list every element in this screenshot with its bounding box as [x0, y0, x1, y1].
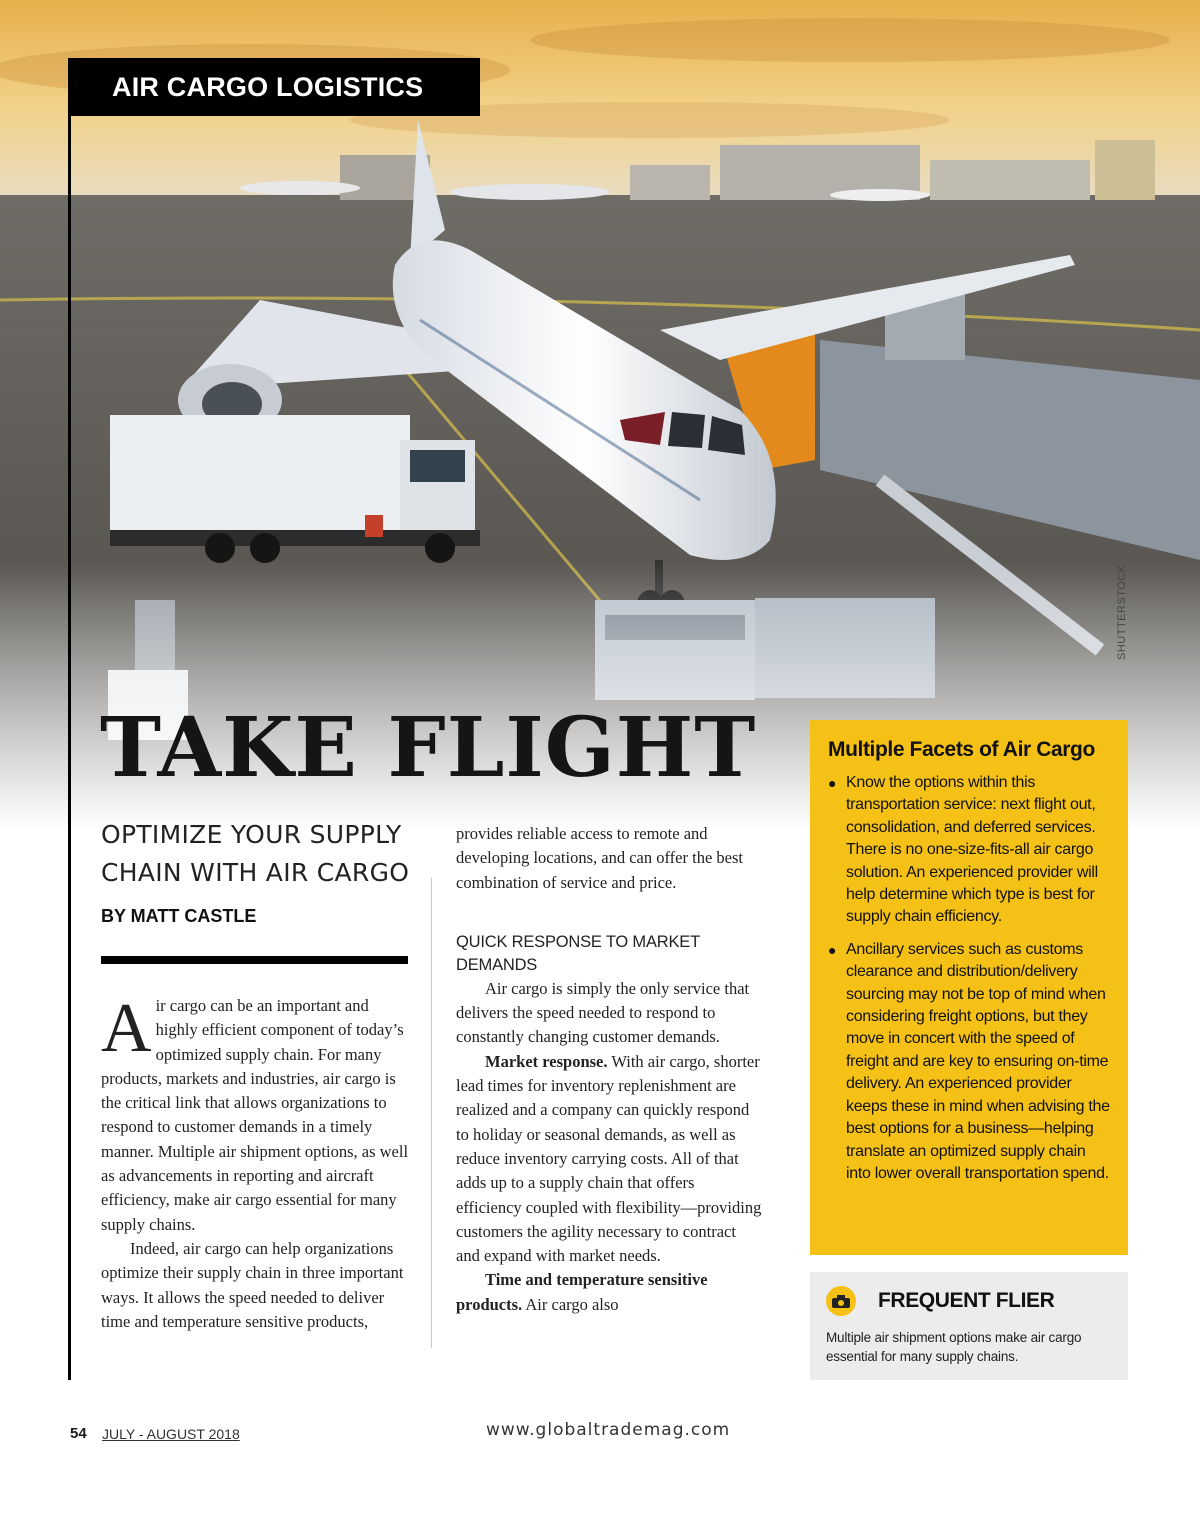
- bullet-icon: ●: [828, 775, 837, 791]
- sidebar-title: Multiple Facets of Air Cargo: [828, 738, 1095, 761]
- paragraph-text: Air cargo also: [522, 1294, 619, 1314]
- photo-credit: SHUTTERSTOCK: [1116, 564, 1128, 660]
- article-column-1: [101, 990, 413, 1334]
- paragraph-text: With air cargo, shorter lead times for inventory replenishment are realized and a company can quickly respond to holiday or seasonal demands, as well as reduce inventory carrying costs. All of that adds up to a supply chain that offers efficiency coupled with flexibility—providing customers the agility necessary to contract and expand with market needs.: [456, 1051, 762, 1266]
- paragraph: [456, 1268, 762, 1317]
- issue-date: JULY - AUGUST 2018: [102, 1426, 240, 1442]
- run-in-head: Market response.: [485, 1051, 608, 1071]
- section-subhead: QUICK RESPONSE TO MARKET DEMANDS: [456, 932, 700, 974]
- left-vertical-rule: [68, 58, 71, 1380]
- article-title: TAKE FLIGHT: [100, 700, 757, 796]
- article-subtitle: OPTIMIZE YOUR SUPPLY CHAIN WITH AIR CARGO: [101, 820, 410, 887]
- paragraph: Indeed, air cargo can help organizations optimize their supply chain in three important ways. It allows the speed needed to deliver time and temperature sensitive products,: [101, 1238, 404, 1331]
- paragraph: Air cargo is simply the only service that delivers the speed needed to respond to constantly changing customer demands.: [456, 978, 750, 1047]
- callout-body: Multiple air shipment options make air cargo essential for many supply chains.: [826, 1330, 1082, 1364]
- sidebar-item-text: Ancillary services such as customs clearance and distribution/delivery sourcing may not be top of mind when considering freight options, but they move in concert with the speed of freight and are key to ensuring on-time delivery. An experienced provider keeps these in mind when advising the best options for a business—helping translate an optimized supply chain into lower overall transportation spend.: [846, 940, 1110, 1182]
- bullet-icon: ●: [828, 941, 837, 958]
- callout-title: FREQUENT FLIER: [878, 1289, 1055, 1312]
- paragraph: [101, 990, 413, 1237]
- section-label: AIR CARGO LOGISTICS: [70, 58, 480, 116]
- title-rule: [101, 956, 408, 964]
- camera-icon: [826, 1286, 856, 1316]
- column-divider: [431, 878, 432, 1348]
- sidebar-list-item: [828, 772, 1112, 929]
- facets-sidebar: [810, 720, 1128, 1255]
- run-in-head: Time and temperature sensitive products.: [456, 1270, 708, 1314]
- callout-header: [826, 1286, 1112, 1316]
- website-url: www.globaltrademag.com: [486, 1420, 731, 1440]
- sidebar-item-text: Know the options within this transportation service: next flight out, consolidation, and deferred services. There is no one-size-fits-all air cargo solution. An experienced provider will help determine which type is best for supply chain efficiency.: [846, 774, 1098, 926]
- paragraph: [456, 1050, 762, 1269]
- drop-cap: A: [101, 990, 152, 1067]
- article-column-2: [456, 822, 762, 1317]
- byline: BY MATT CASTLE: [101, 906, 257, 926]
- frequent-flier-callout: [810, 1272, 1128, 1380]
- sidebar-list-item: [828, 939, 1112, 1185]
- page-number: 54: [70, 1425, 87, 1442]
- paragraph: provides reliable access to remote and developing locations, and can offer the best combination of service and price.: [456, 824, 743, 892]
- paragraph-text: ir cargo can be an important and highly efficient component of today’s optimized supply chain. For many products, markets and industries, air cargo is the critical link that allows organizations to respond to customer demands in a timely manner. Multiple air shipment options, as well as advancements in reporting and aircraft efficiency, make air cargo essential for many supply chains.: [101, 996, 409, 1234]
